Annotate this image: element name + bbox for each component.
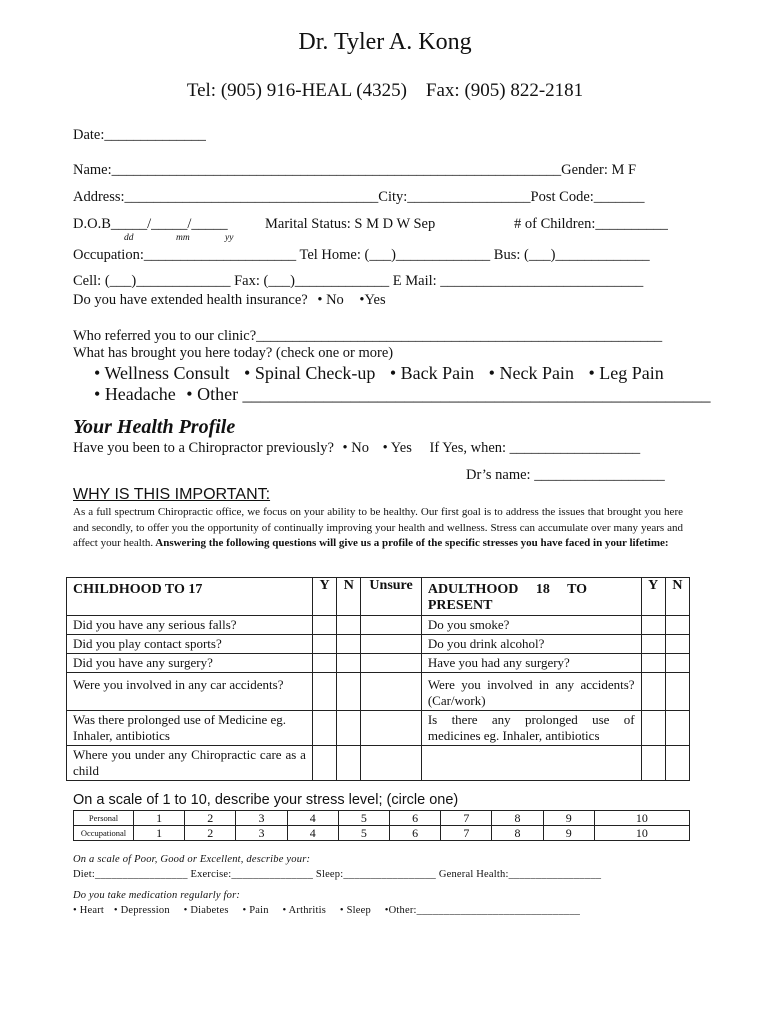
adulthood-header: ADULTHOOD 18 TO PRESENT [421,578,641,616]
child-yes-cell[interactable] [312,673,336,711]
child-no-cell[interactable] [337,711,361,746]
medication-intro: Do you take medication regularly for: [73,890,241,901]
visit-reason-question: What has brought you here today? (check one or more) [73,345,394,361]
adult-yes-cell[interactable] [641,673,665,711]
why-important-paragraph [73,505,683,552]
adult-no-cell[interactable] [665,711,689,746]
child-no-cell[interactable] [337,673,361,711]
stress-option[interactable]: 2 [185,826,236,841]
referred-field[interactable]: Who referred you to our clinic?________________________________________________________ [73,328,663,344]
adult-yes-cell[interactable] [641,746,665,781]
med-depression-option[interactable]: • Depression [113,905,170,916]
table-row [67,746,690,781]
reason-leg-pain[interactable]: • Leg Pain [588,363,664,383]
stress-option[interactable]: 9 [543,811,594,826]
marital-status-field[interactable]: Marital Status: S M D W Sep [265,216,436,232]
stress-option[interactable]: 7 [441,826,492,841]
stress-row-label: Personal [74,811,134,826]
adult-question: Do you drink alcohol? [421,635,641,654]
adult-yes-cell[interactable] [641,635,665,654]
adult-question: Were you involved in any accidents? (Car/work) [421,673,641,711]
table-row [67,654,690,673]
adult-yes-cell[interactable] [641,654,665,673]
why-text-bold: Answering the following questions will give us a profile of the specific stresses you have faced in your lifetime: [153,537,669,549]
insurance-yes-label: Yes [364,292,386,308]
stress-option[interactable]: 3 [236,826,287,841]
chiro-no-option[interactable]: • No [342,440,369,456]
reason-other[interactable]: • Other ____________________________________________________ [186,384,711,404]
stress-option[interactable]: 10 [594,811,689,826]
stress-row-occupational [74,826,690,841]
stress-option[interactable]: 1 [134,826,185,841]
med-label: Diabetes [190,905,229,916]
adult-question: Do you smoke? [421,616,641,635]
table-row [67,635,690,654]
doctor-name: Dr. Tyler A. Kong [298,29,472,55]
adult-no-cell[interactable] [665,673,689,711]
med-diabetes-option[interactable]: • Diabetes [183,905,229,916]
stress-row-label: Occupational [74,826,134,841]
occupation-phone-field[interactable]: Occupation:_____________________ Tel Home: (___)_____________ Bus: (___)_____________ [73,247,650,263]
table-row [67,711,690,746]
med-label: Heart [79,905,105,916]
child-yes-cell[interactable] [312,616,336,635]
reason-label: Headache [104,384,176,404]
chiro-when-field[interactable]: If Yes, when: __________________ [429,440,641,456]
children-field[interactable]: # of Children:__________ [514,216,668,232]
describe-intro: On a scale of Poor, Good or Excellent, describe your: [73,854,311,865]
med-label: Arthritis [288,905,327,916]
name-gender-field[interactable]: Name:______________________________________________________________Gender: M F [73,162,637,178]
stress-option[interactable]: 1 [134,811,185,826]
stress-option[interactable]: 4 [287,826,338,841]
col-n-header: N [665,578,689,616]
visit-reasons-row-1 [94,363,664,384]
med-label: Sleep [346,905,371,916]
address-field[interactable]: Address:___________________________________City:_________________Post Code:_______ [73,189,645,205]
visit-reasons-row-2 [94,384,711,405]
adult-no-cell[interactable] [665,635,689,654]
col-y-header: Y [641,578,665,616]
stress-option[interactable]: 8 [492,811,543,826]
dr-name-field[interactable]: Dr’s name: __________________ [466,467,665,483]
contact-line: Tel: (905) 916-HEAL (4325) Fax: (905) 822-2181 [186,80,584,101]
childhood-header: CHILDHOOD TO 17 [67,578,313,616]
stress-option[interactable]: 7 [441,811,492,826]
col-unsure-header: Unsure [361,578,421,616]
stress-option[interactable]: 2 [185,811,236,826]
child-unsure-cell[interactable] [361,654,421,673]
reason-headache[interactable]: • Headache [94,384,176,404]
table-row [67,673,690,711]
why-text: As a full spectrum Chiropractic office, we focus on your ability to be healthy. Our first goal is to address the issues that brought you here and secondly, to offer you the opportunity of continually improving your health and wellness. Stress can accumulate over many years and affect your health. [73,506,683,549]
reason-spinal-checkup[interactable]: • Spinal Check-up [244,363,376,383]
adult-yes-cell[interactable] [641,711,665,746]
reason-label: Wellness Consult [104,363,230,383]
child-question: Did you have any serious falls? [67,616,313,635]
reason-label: Back Pain [400,363,475,383]
child-yes-cell[interactable] [312,746,336,781]
table-row [67,616,690,635]
med-other-option[interactable]: •Other:______________________________ [384,905,581,916]
stress-option[interactable]: 6 [390,826,441,841]
date-field[interactable]: Date:______________ [73,127,206,143]
child-yes-cell[interactable] [312,635,336,654]
table-header-row [67,578,690,616]
child-unsure-cell[interactable] [361,616,421,635]
insurance-no-option[interactable]: • No [317,292,344,308]
med-arthritis-option[interactable]: • Arthritis [282,905,327,916]
insurance-question [73,292,386,309]
child-question: Were you involved in any car accidents? [67,673,313,711]
child-unsure-cell[interactable] [361,673,421,711]
reason-wellness-consult[interactable]: • Wellness Consult [94,363,230,383]
health-profile-title: Your Health Profile [73,416,236,438]
reason-label: Neck Pain [499,363,574,383]
stress-scale-title: On a scale of 1 to 10, describe your stress level; (circle one) [73,792,459,808]
dob-mm-label: mm [176,233,190,243]
stress-option[interactable]: 8 [492,826,543,841]
insurance-no-label: No [326,292,344,308]
child-yes-cell[interactable] [312,654,336,673]
child-unsure-cell[interactable] [361,711,421,746]
stress-option[interactable]: 4 [287,811,338,826]
cell-fax-email-field[interactable]: Cell: (___)_____________ Fax: (___)_____________ E Mail: ____________________________ [73,273,644,289]
adult-yes-cell[interactable] [641,616,665,635]
reason-label: Leg Pain [599,363,664,383]
med-pain-option[interactable]: • Pain [242,905,269,916]
stress-scale-table [73,810,690,841]
adult-question: Is there any prolonged use of medicines eg. Inhaler, antibiotics [421,711,641,746]
stress-option[interactable]: 10 [594,826,689,841]
dob-yy-label: yy [225,233,234,243]
history-questionnaire-table [66,577,690,781]
child-unsure-cell[interactable] [361,635,421,654]
col-n-header: N [337,578,361,616]
child-no-cell[interactable] [337,635,361,654]
child-question: Did you have any surgery? [67,654,313,673]
insurance-question-text: Do you have extended health insurance? [73,292,308,308]
why-important-heading: WHY IS THIS IMPORTANT: [73,486,271,503]
med-sleep-option[interactable]: • Sleep [339,905,371,916]
child-question: Where you under any Chiropractic care as a child [67,746,313,781]
chiro-yes-label: Yes [390,440,412,456]
dob-dd-label: dd [124,233,134,243]
reason-label: Other ____________________________________________________ [197,384,711,404]
med-heart-option[interactable]: • Heart [73,905,105,916]
stress-option[interactable]: 9 [543,826,594,841]
medication-options [73,905,580,916]
child-question: Was there prolonged use of Medicine eg. Inhaler, antibiotics [67,711,313,746]
adult-question: Have you had any surgery? [421,654,641,673]
reason-back-pain[interactable]: • Back Pain [389,363,475,383]
stress-option[interactable]: 5 [338,826,389,841]
adult-no-cell[interactable] [665,746,689,781]
col-y-header: Y [312,578,336,616]
child-unsure-cell[interactable] [361,746,421,781]
chiro-question-text: Have you been to a Chiropractor previously? [73,440,334,456]
stress-option[interactable]: 3 [236,811,287,826]
reason-label: Spinal Check-up [254,363,376,383]
chiro-question [73,440,640,457]
reason-neck-pain[interactable]: • Neck Pain [488,363,574,383]
dob-field[interactable]: D.O.B_____/_____/_____ [73,216,228,232]
chiro-yes-option[interactable]: • Yes [382,440,412,456]
insurance-yes-option[interactable]: •Yes [359,292,386,308]
med-label: Other:______________________________ [388,905,581,916]
child-no-cell[interactable] [337,654,361,673]
med-label: Pain [249,905,269,916]
stress-option[interactable]: 5 [338,811,389,826]
stress-option[interactable]: 6 [390,811,441,826]
stress-row-personal [74,811,690,826]
describe-fields[interactable]: Diet:_________________ Exercise:_______________ Sleep:_________________ General Health:_________________ [73,869,602,880]
child-no-cell[interactable] [337,616,361,635]
adult-no-cell[interactable] [665,616,689,635]
med-label: Depression [120,905,170,916]
adult-question [421,746,641,781]
child-no-cell[interactable] [337,746,361,781]
child-yes-cell[interactable] [312,711,336,746]
child-question: Did you play contact sports? [67,635,313,654]
adult-no-cell[interactable] [665,654,689,673]
chiro-no-label: No [351,440,369,456]
